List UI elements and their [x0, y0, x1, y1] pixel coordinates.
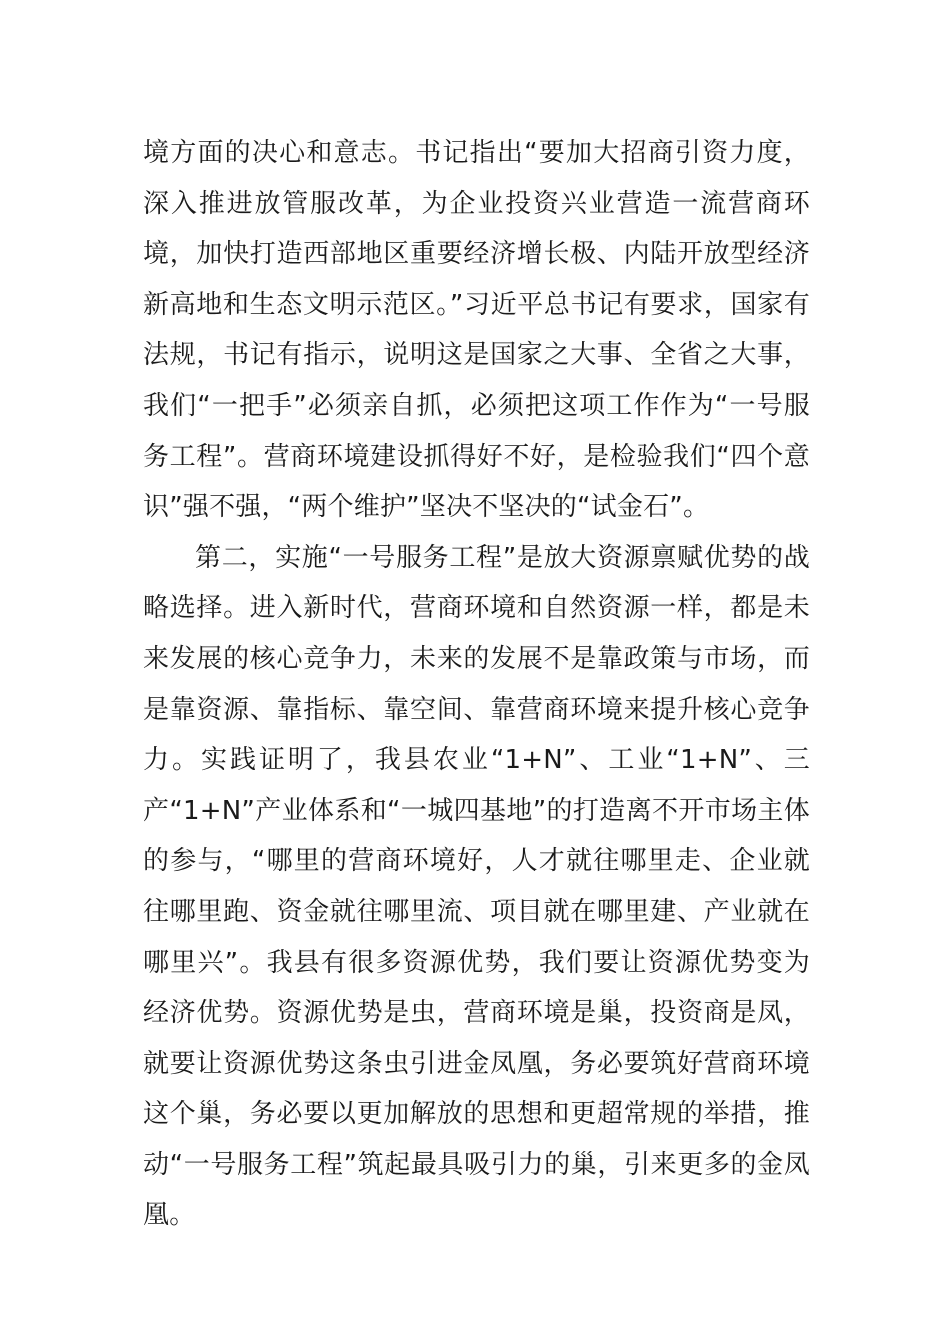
paragraph-continued: 境方面的决心和意志。书记指出“要加大招商引资力度，深入推进放管服改革，为企业投资兴业营造一流营商环境，加快打造西部地区重要经济增长极、内陆开放型经济新高地和生态文明示范区。”习近平总书记有要求，国家有法规，书记有指示，说明这是国家之大事、全省之大事，我们“一把手”必须亲自抓，必须把这项工作作为“一号服务工程”。营商环境建设抓得好不好，是检验我们“四个意识”强不强，“两个维护”坚决不坚决的“试金石”。	[143, 138, 810, 523]
paragraph-second-point: 第二，实施“一号服务工程”是放大资源禀赋优势的战略选择。进入新时代，营商环境和自然资源一样，都是未来发展的核心竞争力，未来的发展不是靠政策与市场，而是靠资源、靠指标、靠空间、靠营商环境来提升核心竞争力。实践证明了，我县农业“1+N”、工业“1+N”、三产“1+N”产业体系和“一城四基地”的打造离不开市场主体的参与，“哪里的营商环境好，人才就往哪里走、企业就往哪里跑、资金就往哪里流、项目就在哪里建、产业就在哪里兴”。我县有很多资源优势，我们要让资源优势变为经济优势。资源优势是虫，营商环境是巢，投资商是凤，就要让资源优势这条虫引进金凤凰，务必要筑好营商环境这个巢，务必要以更加解放的思想和更超常规的举措，推动“一号服务工程”筑起最具吸引力的巢，引来更多的金凤凰。	[143, 542, 810, 1231]
document-body	[143, 128, 810, 1241]
